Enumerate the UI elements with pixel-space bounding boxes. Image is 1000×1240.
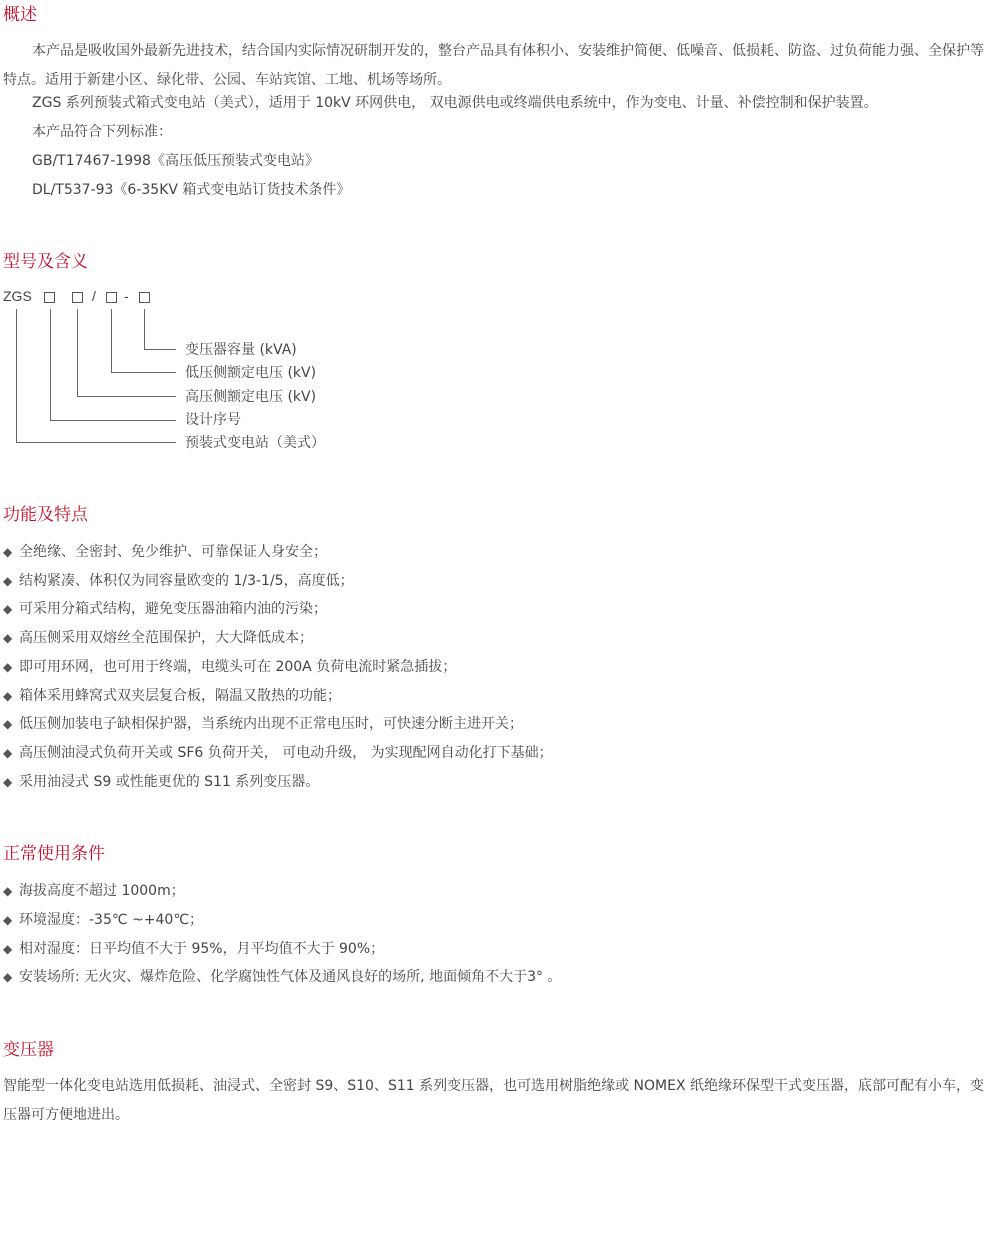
diamond-bullet-icon: ◆ (3, 775, 13, 789)
diamond-bullet-icon: ◆ (3, 746, 13, 760)
list-item: ◆ 相对湿度：日平均值不大于 95%，月平均值不大于 90%； (3, 941, 385, 957)
section-title-transformer: 变压器 (3, 1040, 54, 1060)
diamond-bullet-icon: ◆ (3, 913, 13, 927)
list-item: ◆ 安装场所: 无火灾、爆炸危险、化学腐蚀性气体及通风良好的场所, 地面倾角不大于3° 。 (3, 969, 562, 985)
model-code: ZGS (3, 288, 32, 304)
list-item: ◆ 即可用环网，也可用于终端，电缆头可在 200A 负荷电流时紧急插拔； (3, 659, 457, 675)
list-item: ◆ 海拔高度不超过 1000m； (3, 883, 185, 899)
bracket-line-lv (112, 309, 177, 373)
label-design-no: 设计序号 (185, 412, 241, 428)
model-dash: - (124, 288, 129, 304)
diamond-bullet-icon: ◆ (3, 631, 13, 645)
standard-dl: DL/T537-93《6-35KV 箱式变电站订货技术条件》 (32, 182, 351, 198)
bracket-line-hv (78, 309, 177, 397)
list-item: ◆ 全绝缘、全密封、免少维护、可靠保证人身安全； (3, 544, 327, 560)
label-capacity: 变压器容量 (kVA) (185, 342, 297, 358)
model-slash: / (92, 288, 96, 304)
list-item: ◆ 采用油浸式 S9 或性能更优的 S11 系列变压器。 (3, 774, 320, 790)
list-item: ◆ 高压侧采用双熔丝全范围保护，大大降低成本； (3, 630, 313, 646)
overview-paragraph-1: 本产品是吸收国外最新先进技术，结合国内实际情况研制开发的，整台产品具有体积小、安装维护简便、低噪音、低损耗、防盗、过负荷能力强、全保护等特点。适用于新建小区、绿化带、公园、车站宾馆、工地、机场等场所。 (3, 43, 984, 88)
overview-paragraph-2: ZGS 系列预装式箱式变电站（美式），适用于 10kV 环网供电， 双电源供电或终端供电系统中，作为变电、计量、补偿控制和保护装置。 (32, 95, 878, 111)
overview-paragraph-3: 本产品符合下列标准： (32, 124, 172, 140)
bracket-line-capacity (145, 309, 177, 350)
label-lv: 低压侧额定电压 (kV) (185, 365, 317, 381)
section-title-overview: 概述 (3, 5, 37, 25)
bracket-line-design-no (51, 309, 177, 421)
label-hv: 高压侧额定电压 (kV) (185, 389, 317, 405)
label-type: 预装式变电站（美式） (185, 435, 325, 451)
section-title-features: 功能及特点 (3, 505, 88, 525)
diamond-bullet-icon: ◆ (3, 689, 13, 703)
list-item: ◆ 低压侧加装电子缺相保护器，当系统内出现不正常电压时，可快速分断主进开关； (3, 716, 523, 732)
diamond-bullet-icon: ◆ (3, 884, 13, 898)
list-item: ◆ 环境湿度：-35℃ ~+40℃； (3, 912, 204, 928)
diamond-bullet-icon: ◆ (3, 574, 13, 588)
bracket-line-type (17, 309, 177, 443)
list-item: ◆ 可采用分箱式结构，避免变压器油箱内油的污染； (3, 601, 327, 617)
diamond-bullet-icon: ◆ (3, 942, 13, 956)
section-title-conditions: 正常使用条件 (3, 844, 105, 864)
transformer-paragraph: 智能型一体化变电站选用低损耗、油浸式、全密封 S9、S10、S11 系列变压器，也可选用树脂绝缘或 NOMEX 纸绝缘环保型干式变压器，底部可配有小车，变压器可方便地进出。 (3, 1078, 985, 1123)
diamond-bullet-icon: ◆ (3, 660, 13, 674)
section-title-model: 型号及含义 (3, 252, 88, 272)
model-bracket-lines (0, 0, 185, 460)
diamond-bullet-icon: ◆ (3, 602, 13, 616)
list-item: ◆ 结构紧凑、体积仅为同容量欧变的 1/3-1/5，高度低； (3, 573, 354, 589)
diamond-bullet-icon: ◆ (3, 717, 13, 731)
standard-gb: GB/T17467-1998《高压低压预装式变电站》 (32, 153, 319, 169)
list-item: ◆ 箱体采用蜂窝式双夹层复合板，隔温又散热的功能； (3, 688, 341, 704)
diamond-bullet-icon: ◆ (3, 970, 13, 984)
list-item: ◆ 高压侧油浸式负荷开关或 SF6 负荷开关， 可电动升级， 为实现配网自动化打下基础； (3, 745, 553, 761)
diamond-bullet-icon: ◆ (3, 545, 13, 559)
